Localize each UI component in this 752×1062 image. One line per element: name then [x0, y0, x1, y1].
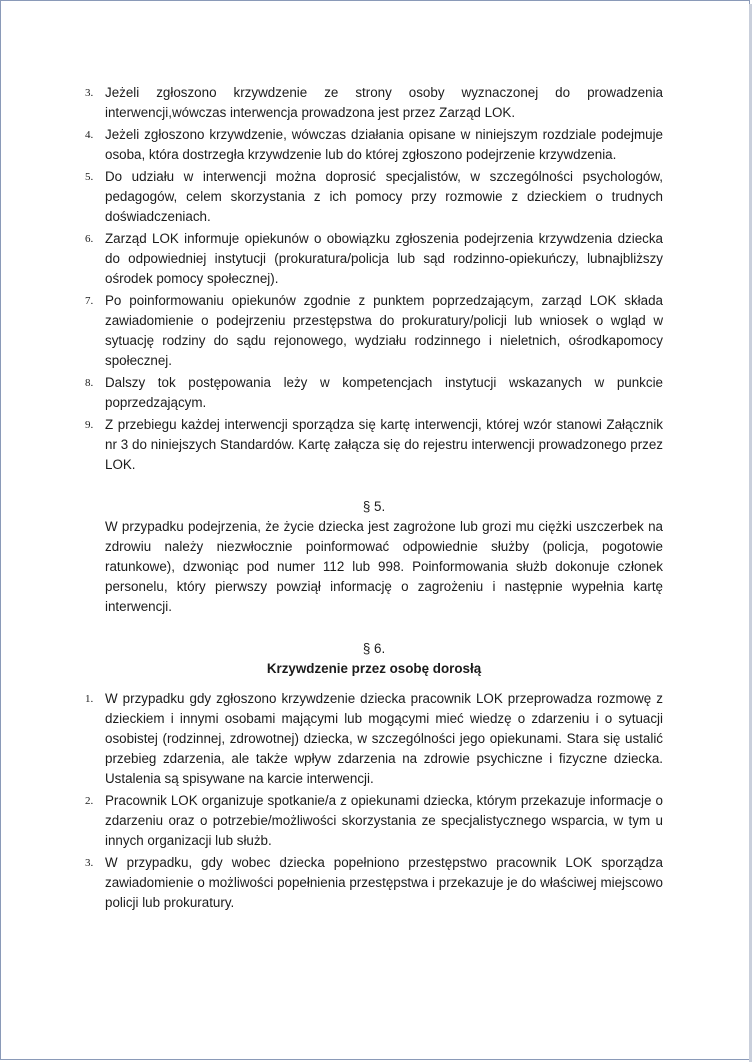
procedure-list: [85, 83, 663, 475]
document-content: [85, 83, 663, 915]
list-item: 9. Z przebiegu każdej interwencji sporządza się kartę interwencji, której wzór stanowi Załącznik nr 3 do niniejszych Standardów. Kartę załącza się do rejestru interwencji prowadzonego przez LOK.: [85, 417, 663, 472]
list-item: 4. Jeżeli zgłoszono krzywdzenie, wówczas działania opisane w niniejszym rozdziale podejmuje osoba, która dostrzegła krzywdzenie lub do której zgłoszono podejrzenie krzywdzenia.: [85, 127, 663, 162]
list-item: 7. Po poinformowaniu opiekunów zgodnie z punktem poprzedzającym, zarząd LOK składa zawiadomienie o podejrzeniu przestępstwa do prokuratury/policji lub wniosek o wgląd w sytuację rodziny do sądu rejonowego, wydziału rodzinnego i nieletnich, ośrodkapomocy społecznej.: [85, 293, 663, 368]
list-item: 3. Jeżeli zgłoszono krzywdzenie ze strony osoby wyznaczonej do prowadzenia interwencji,wówczas interwencja prowadzona jest przez Zarząd LOK.: [85, 85, 663, 120]
adult-abuse-list: [85, 689, 663, 913]
list-item-text: Po poinformowaniu opiekunów zgodnie z punktem poprzedzającym, zarząd LOK składa zawiadomienie o podejrzeniu przestępstwa do prokuratury/policji lub wniosek o wgląd w sytuację rodziny do sądu rejonowego, wydziału rodzinnego i nieletnich, ośrodkapomocy społecznej.: [105, 293, 663, 368]
list-item-text: Jeżeli zgłoszono krzywdzenie, wówczas działania opisane w niniejszym rozdziale podejmuje osoba, która dostrzegła krzywdzenie lub do której zgłoszono podejrzenie krzywdzenia.: [105, 127, 663, 162]
list-item-text: Dalszy tok postępowania leży w kompetencjach instytucji wskazanych w punkcie poprzedzającym.: [105, 375, 663, 410]
section-5-paragraph: W przypadku podejrzenia, że życie dziecka jest zagrożone lub grozi mu ciężki uszczerbek na zdrowiu należy niezwłocznie poinformować odpowiednie służby (policja, pogotowie ratunkowe), dzwoniąc pod numer 112 lub 998. Poinformowania służb dokonuje członek personelu, który pierwszy powziął informację o zagrożeniu i następnie wypełnia kartę interwencji.: [105, 519, 663, 614]
list-item: 6. Zarząd LOK informuje opiekunów o obowiązku zgłoszenia podejrzenia krzywdzenia dziecka do odpowiedniej instytucji (prokuratura/policja lub sąd rodzinno-opiekuńczy, lubnajbliższy ośrodek pomocy społecznej).: [85, 231, 663, 286]
list-item: 2. Pracownik LOK organizuje spotkanie/a z opiekunami dziecka, którym przekazuje informacje o zdarzeniu oraz o potrzebie/możliwości skorzystania ze specjalistycznego wsparcia, w tym u innych organizacji lub służb.: [85, 793, 663, 848]
section-6-heading: § 6.: [362, 641, 386, 656]
list-item-text: Do udziału w interwencji można doprosić specjalistów, w szczególności psychologów, pedagogów, celem skorzystania z ich pomocy przy rozmowie z dzieckiem o trudnych doświadczeniach.: [105, 169, 663, 224]
list-item-text: Z przebiegu każdej interwencji sporządza się kartę interwencji, której wzór stanowi Załącznik nr 3 do niniejszych Standardów. Kartę załącza się do rejestru interwencji prowadzonego przez LOK.: [105, 417, 663, 472]
list-item: 3. W przypadku, gdy wobec dziecka popełniono przestępstwo pracownik LOK sporządza zawiadomienie o możliwości popełnienia przestępstwa i przekazuje je do właściwej miejscowo policji lub prokuratury.: [85, 855, 663, 910]
section-6-subtitle: Krzywdzenie przez osobę dorosłą: [266, 661, 482, 676]
list-item-text: W przypadku gdy zgłoszono krzywdzenie dziecka pracownik LOK przeprowadza rozmowę z dzieckiem i innymi osobami mającymi lub mogącymi mieć wiedzę o zdarzeniu i o sytuacji osobistej (rodzinnej, zdrowotnej) dziecka, w szczególności jego opiekunami. Stara się ustalić przebieg zdarzenia, ale także wpływ zdarzenia na zdrowie psychiczne i fizyczne dziecka. Ustalenia są spisywane na karcie interwencji.: [105, 691, 663, 786]
list-item-text: W przypadku, gdy wobec dziecka popełniono przestępstwo pracownik LOK sporządza zawiadomienie o możliwości popełnienia przestępstwa i przekazuje je do właściwej miejscowo policji lub prokuratury.: [105, 855, 663, 910]
list-item-text: Zarząd LOK informuje opiekunów o obowiązku zgłoszenia podejrzenia krzywdzenia dziecka do odpowiedniej instytucji (prokuratura/policja lub sąd rodzinno-opiekuńczy, lubnajbliższy ośrodek pomocy społecznej).: [105, 231, 663, 286]
list-item-text: Pracownik LOK organizuje spotkanie/a z opiekunami dziecka, którym przekazuje informacje o zdarzeniu oraz o potrzebie/możliwości skorzystania ze specjalistycznego wsparcia, w tym u innych organizacji lub służb.: [105, 793, 663, 848]
list-item-text: Jeżeli zgłoszono krzywdzenie ze strony osoby wyznaczonej do prowadzenia interwencji,wówczas interwencja prowadzona jest przez Zarząd LOK.: [105, 85, 663, 120]
list-item: 8. Dalszy tok postępowania leży w kompetencjach instytucji wskazanych w punkcie poprzedzającym.: [85, 375, 663, 410]
list-item: 5. Do udziału w interwencji można doprosić specjalistów, w szczególności psychologów, pedagogów, celem skorzystania z ich pomocy przy rozmowie z dzieckiem o trudnych doświadczeniach.: [85, 169, 663, 224]
list-item: 1. W przypadku gdy zgłoszono krzywdzenie dziecka pracownik LOK przeprowadza rozmowę z dzieckiem i innymi osobami mającymi lub mogącymi mieć wiedzę o zdarzeniu i o sytuacji osobistej (rodzinnej, zdrowotnej) dziecka, w szczególności jego opiekunami. Stara się ustalić przebieg zdarzenia, ale także wpływ zdarzenia na zdrowie psychiczne i fizyczne dziecka. Ustalenia są spisywane na karcie interwencji.: [85, 691, 663, 786]
section-5-heading: § 5.: [362, 499, 386, 514]
